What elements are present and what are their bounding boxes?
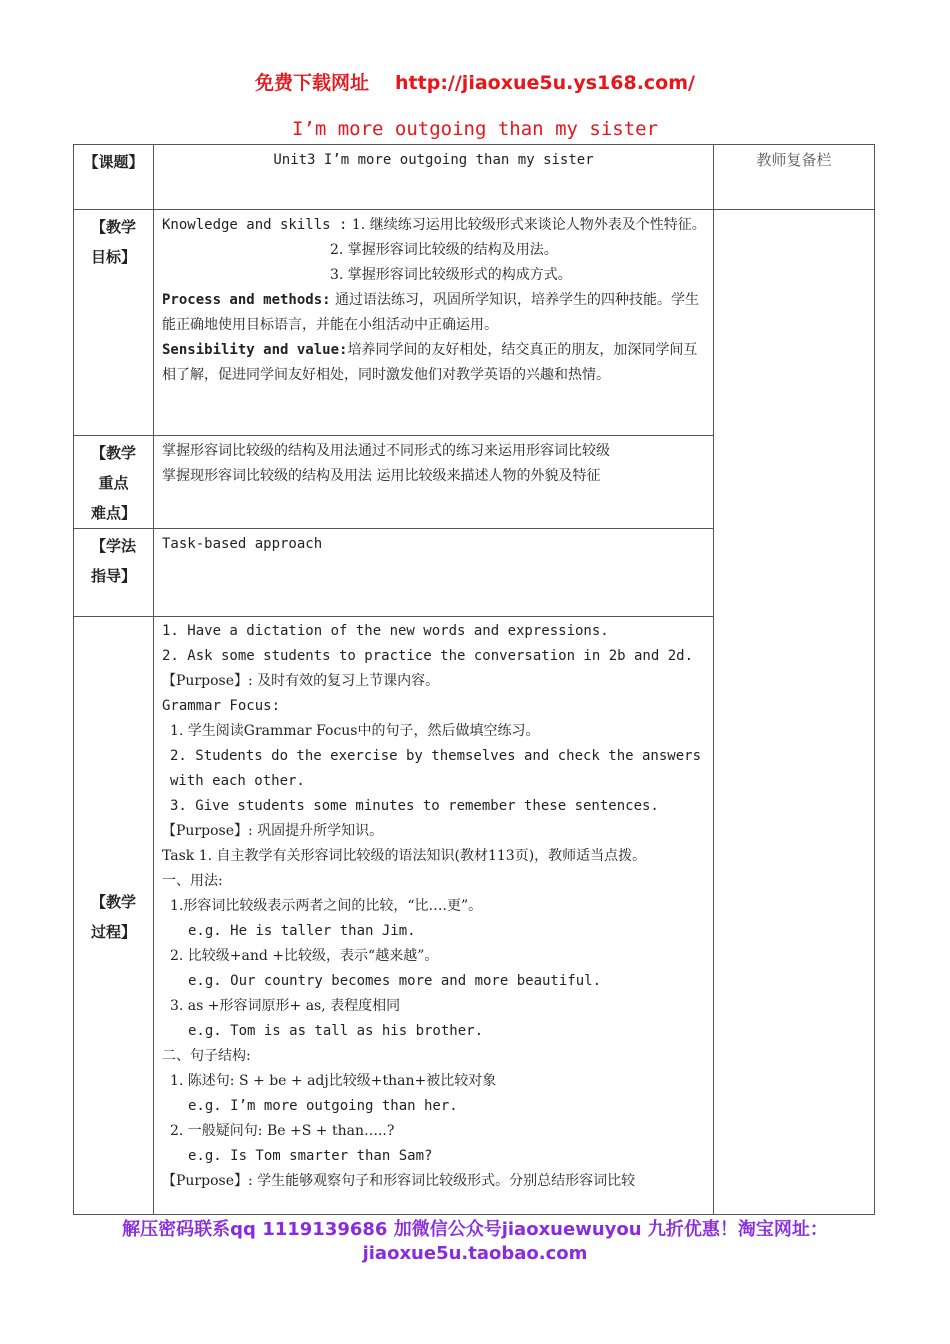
objectives-label: 【教学 目标】 xyxy=(74,210,154,436)
lesson-plan-table xyxy=(73,144,875,1215)
key-points-label: 【教学 重点 难点】 xyxy=(74,436,154,529)
footer-contact xyxy=(0,1218,950,1266)
process-content: 1. Have a dictation of the new words and expressions. 2. Ask some students to practice the conversation in 2b and 2d. 【Purpose】: 及时有效的复习上节课内容。 Grammar Focus: 1. 学生阅读Grammar Focus中的句子，然后做填空练习。 2. Students do the exercise by themselves and check the answers with each other. 3. Give students some minutes to remember these sentences. 【Purpose】: 巩固提升所学知识。 Task 1. 自主教学有关形容词比较级的语法知识(教材113页)，教师适当点拨。 一、用法: 1.形容词比较级表示两者之间的比较，“比….更”。 e.g. He is taller than Jim. 2. 比较级+and +比较级，表示“越来越”。 e.g. Our country becomes more and more beautiful. 3. as +形容词原形+ as, 表程度相同 e.g. Tom is as tall as his brother. 二、句子结构: 1. 陈述句: S + be + adj比较级+than+被比较对象 e.g. I’m more outgoing than her. 2. 一般疑问句: Be +S + than…..? e.g. Is Tom smarter than Sam? 【Purpose】: 学生能够观察句子和形容词比较级形式。分别总结形容词比较 xyxy=(154,617,714,1215)
objective-line: 2. 掌握形容词比较级的结构及用法。 xyxy=(330,242,558,258)
method-content: Task-based approach xyxy=(154,529,714,617)
objective-line: Sensibility and value:培养同学间的友好相处，结交真正的朋友，加深同学间互相了解，促进同学间友好相处，同时激发他们对教学英语的兴趣和热情。 xyxy=(162,342,698,383)
topic-label: 【课题】 xyxy=(74,145,154,210)
objectives-content xyxy=(154,210,714,436)
footer-line-1: 解压密码联系qq 1119139686 加微信公众号jiaoxuewuyou 九折优惠！淘宝网址： xyxy=(122,1219,828,1240)
document-title: I’m more outgoing than my sister xyxy=(291,118,659,140)
teacher-notes-column xyxy=(714,210,875,1215)
teacher-notes-header: 教师复备栏 xyxy=(714,145,875,210)
site-header xyxy=(0,68,950,95)
footer-shop-url[interactable]: jiaoxue5u.taobao.com xyxy=(362,1243,588,1264)
process-label: 【教学 过程】 xyxy=(74,617,154,1215)
objective-line: Process and methods: 通过语法练习，巩固所学知识，培养学生的四种技能。学生能正确地使用目标语言，并能在小组活动中正确运用。 xyxy=(162,292,700,333)
site-url[interactable]: http://jiaoxue5u.ys168.com/ xyxy=(395,72,695,94)
site-label: 免费下载网址 xyxy=(255,72,370,94)
objective-line: Knowledge and skills : 1. 继续练习运用比较级形式来谈论人物外表及个性特征。 xyxy=(162,217,706,233)
topic-value: Unit3 I’m more outgoing than my sister xyxy=(154,145,714,210)
method-label: 【学法 指导】 xyxy=(74,529,154,617)
key-points-content: 掌握形容词比较级的结构及用法通过不同形式的练习来运用形容词比较级 掌握现形容词比较级的结构及用法 运用比较级来描述人物的外貌及特征 xyxy=(154,436,714,529)
objective-line: 3. 掌握形容词比较级形式的构成方式。 xyxy=(330,267,572,283)
